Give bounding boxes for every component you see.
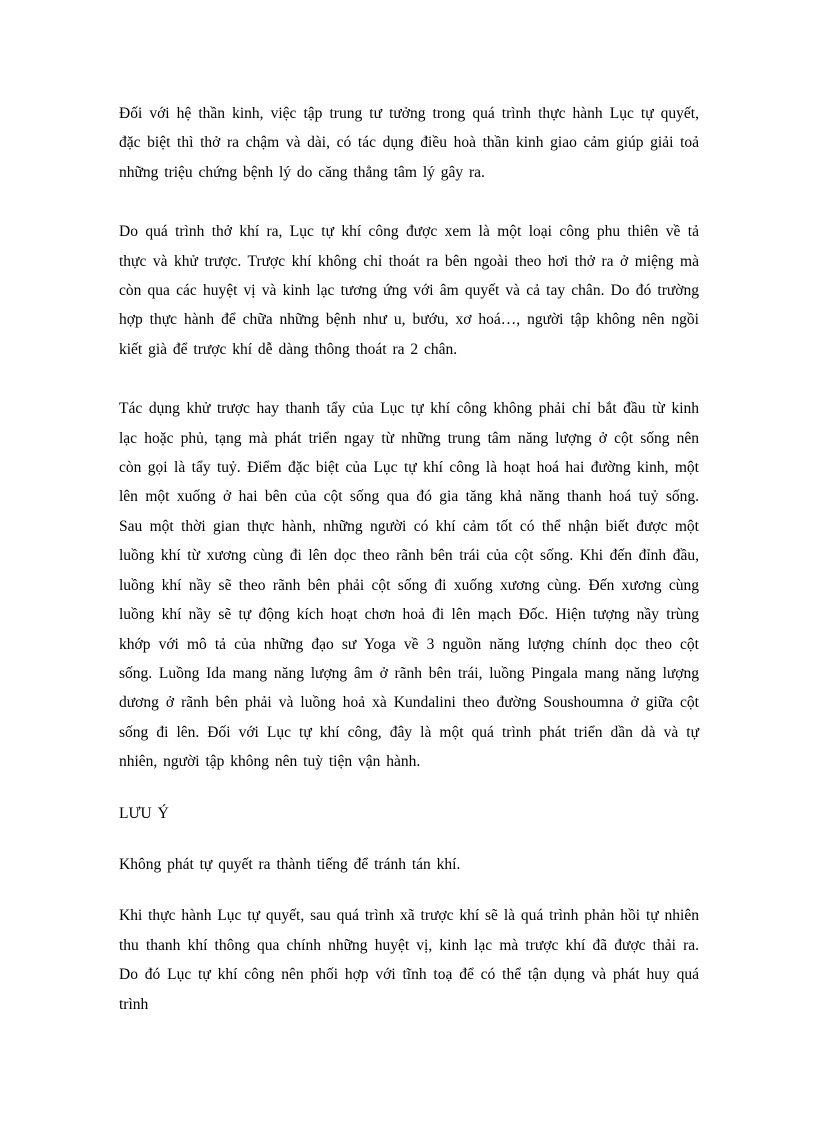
paragraph-note-practice: Khi thực hành Lục tự quyết, sau quá trình xã trược khí sẽ là quá trình phản hồi tự nhiên thu thanh khí thông qua chính những huyệt vị, kinh lạc mà trược khí đã được thải ra. Do đó Lục tự khí công nên phối hợp với tĩnh toạ để có thể tận dụng và phát huy quá trình xyxy=(119,907,699,1013)
paragraph-spacer xyxy=(119,777,699,799)
section-heading-note: LƯU Ý xyxy=(119,804,169,822)
paragraph-spacer xyxy=(119,879,699,901)
paragraph-cleansing-effect: Tác dụng khử trược hay thanh tẩy của Lục tự khí công không phải chỉ bắt đầu từ kinh lạc hoặc phủ, tạng mà phát triển ngay từ những trung tâm năng lượng ở cột sống nên còn gọi là tẩy tuỷ. Điểm đặc biệt của Lục tự khí công là hoạt hoá hai đường kinh, một lên một xuống ở hai bên của cột sống qua đó gia tăng khả năng thanh hoá tuỷ sống. Sau một thời gian thực hành, những người có khí cảm tốt có thể nhận biết được một luồng khí từ xương cùng đi lên dọc theo rãnh bên trái của cột sống. Khi đến đỉnh đầu, luồng khí nầy sẽ theo rãnh bên phải cột sống đi xuống xương cùng. Đến xương cùng luồng khí nầy sẽ tự động kích hoạt chơn hoả đi lên mạch Đốc. Hiện tượng nầy trùng khớp với mô tả của những đạo sư Yoga về 3 nguồn năng lượng chính dọc theo cột sống. Luồng Ida mang năng lượng âm ở rãnh bên trái, luồng Pingala mang năng lượng dương ở rãnh bên phải và luồng hoả xà Kundalini theo đường Soushoumna ở giữa cột sống đi lên. Đối với Lục tự khí công, đây là một quá trình phát triển dần dà và tự nhiên, người tập không nên tuỳ tiện vận hành. xyxy=(119,400,699,771)
paragraph-spacer xyxy=(119,364,699,394)
paragraph-spacer xyxy=(119,187,699,217)
paragraph-nervous-system: Đối với hệ thần kinh, việc tập trung tư tưởng trong quá trình thực hành Lục tự quyết, đặc biệt thì thở ra chậm và dài, có tác dụng điều hoà thần kinh giao cảm giúp giải toả những triệu chứng bệnh lý do căng thẳng tâm lý gây ra. xyxy=(119,105,699,181)
paragraph-spacer xyxy=(119,828,699,850)
paragraph-expel-turbid-qi: Do quá trình thở khí ra, Lục tự khí công được xem là một loại công phu thiên về tả thực và khử trược. Trược khí không chỉ thoát ra bên ngoài theo hơi thở ra ở miệng mà còn qua các huyệt vị và kinh lạc tương ứng với âm quyết và cả tay chân. Do đó trường hợp thực hành để chữa những bệnh như u, bướu, xơ hoá…, người tập không nên ngồi kiết già để trược khí dễ dàng thông thoát ra 2 chân. xyxy=(119,223,699,358)
paragraph-note-silent: Không phát tự quyết ra thành tiếng để tránh tán khí. xyxy=(119,855,461,873)
document-body xyxy=(119,99,699,1019)
